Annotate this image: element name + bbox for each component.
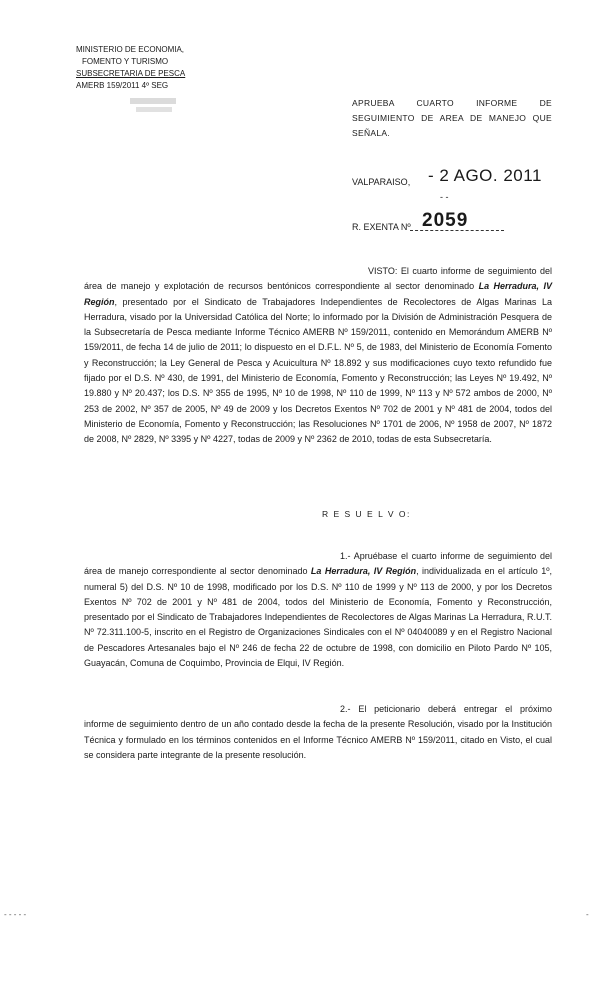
header-line-fomento: FOMENTO Y TURISMO — [82, 57, 169, 66]
article-2-paragraph — [84, 702, 552, 763]
ministry-header — [76, 44, 196, 92]
header-line-ministry: MINISTERIO DE ECONOMIA, — [76, 45, 185, 54]
visto-paragraph — [84, 264, 552, 448]
header-line-subsecretaria: SUBSECRETARIA DE PESCA — [76, 69, 186, 78]
visto-text-part1: El cuarto informe de seguimiento del área de manejo y explotación de recursos bentónicos correspondiente al sector denominado — [84, 266, 552, 292]
visto-text-part2: , presentado por el Sindicato de Trabajadores Independientes de Recolectores de Algas Marinas La Herradura, visado por la Universidad Católica del Norte; lo informado por la División de Administración Pesquera de la Subsecretaría de Pesca mediante Informe Técnico AMERB Nº 159/2011, contenido en Memorándum AMERB Nº 159/2011, de fecha 14 de julio de 2011; lo dispuesto en el D.F.L. Nº 5, de 1983, del Ministerio de Economía Fomento y Reconstrucción; la Ley General de Pesca y Acuicultura Nº 18.892 y sus modificaciones cuyo texto refundido fue fijado por el D.S. Nº 430, de 1991, del Ministerio de Economía, Fomento y Reconstrucción; las Leyes Nº 19.492, Nº 19.880 y Nº 20.437; los D.S. Nº 355 de 1995, Nº 10 de 1998, Nº 110 de 1999, Nº 113 y Nº 572 ambos de 2000, Nº 253 de 2002, Nº 357 de 2005, Nº 49 de 2009 y los Decretos Exentos Nº 702 de 2001 y Nº 481 de 2004, todos del Ministerio de Economía, Fomento y Reconstrucción; las Resoluciones Nº 1701 de 2006, Nº 1958 de 2007, Nº 1872 de 2008, Nº 2829, Nº 3395 y Nº 4227, todas de 2009 y Nº 2362 de 2010, todas de esta Subsecretaría. — [84, 296, 552, 445]
faded-stamp-graphic — [124, 96, 184, 118]
exenta-number: 2059 — [422, 210, 469, 231]
article-1-number: 1.- — [340, 551, 351, 561]
footer-right-mark: - — [586, 910, 589, 919]
stamped-date: - 2 AGO. 2011 — [428, 166, 542, 185]
article-1-text-part2: , individualizada en el artículo 1º, numeral 5) del D.S. Nº 10 de 1998, modificado por los D.S. Nº 110 de 1999 y Nº 113 de 2000, y por los Decretos Exentos Nº 702 de 2001 y Nº 481 de 2004, todos del Ministerio de Economía, Fomento y Reconstrucción, presentado por el Sindicato de Trabajadores Independientes de Recolectores de Algas Marinas La Herradura, R.U.T. Nº 72.311.100-5, inscrito en el Registro de Organizaciones Sindicales con el Nº 04040089 y en el Registro Nacional de Pescadores Artesanales bajo el Nº 246 de fecha 22 de octubre de 1998, con domicilio en Piloto Pardo Nº 105, Guayacán, Comuna de Coquimbo, Provincia de Elqui, IV Región. — [84, 566, 552, 669]
place-label: VALPARAISO, — [352, 177, 411, 187]
visto-place: La Herradura, IV Región — [84, 281, 552, 307]
date-mark: - - — [440, 192, 449, 202]
resolution-subject: APRUEBA CUARTO INFORME DE SEGUIMIENTO DE AREA DE MANEJO QUE SEÑALA. — [352, 98, 552, 138]
resuelvo-heading: R E S U E L V O: — [322, 509, 411, 519]
article-1-place: La Herradura, IV Región — [310, 566, 417, 577]
article-1-text-part1: Apruébase el cuarto informe de seguimiento del área de manejo correspondiente al sector denominado — [84, 551, 552, 577]
article-2-number: 2.- — [340, 704, 351, 714]
visto-lead: VISTO: — [368, 266, 398, 276]
footer-left-mark: - - - - - — [4, 910, 27, 919]
article-2-text: El peticionario deberá entregar el próximo informe de seguimiento dentro de un año contado desde la fecha de la presente Resolución, visado por la Institución Técnica y formulado en los términos contenidos en el Informe Técnico AMERB Nº 159/2011, citado en Visto, el cual se considera parte integrante de la presente resolución. — [84, 704, 552, 760]
article-1-paragraph — [84, 549, 552, 671]
header-line-amerb: AMERB 159/2011 4º SEG — [76, 81, 169, 90]
exenta-label: R. EXENTA Nº — [352, 222, 411, 232]
